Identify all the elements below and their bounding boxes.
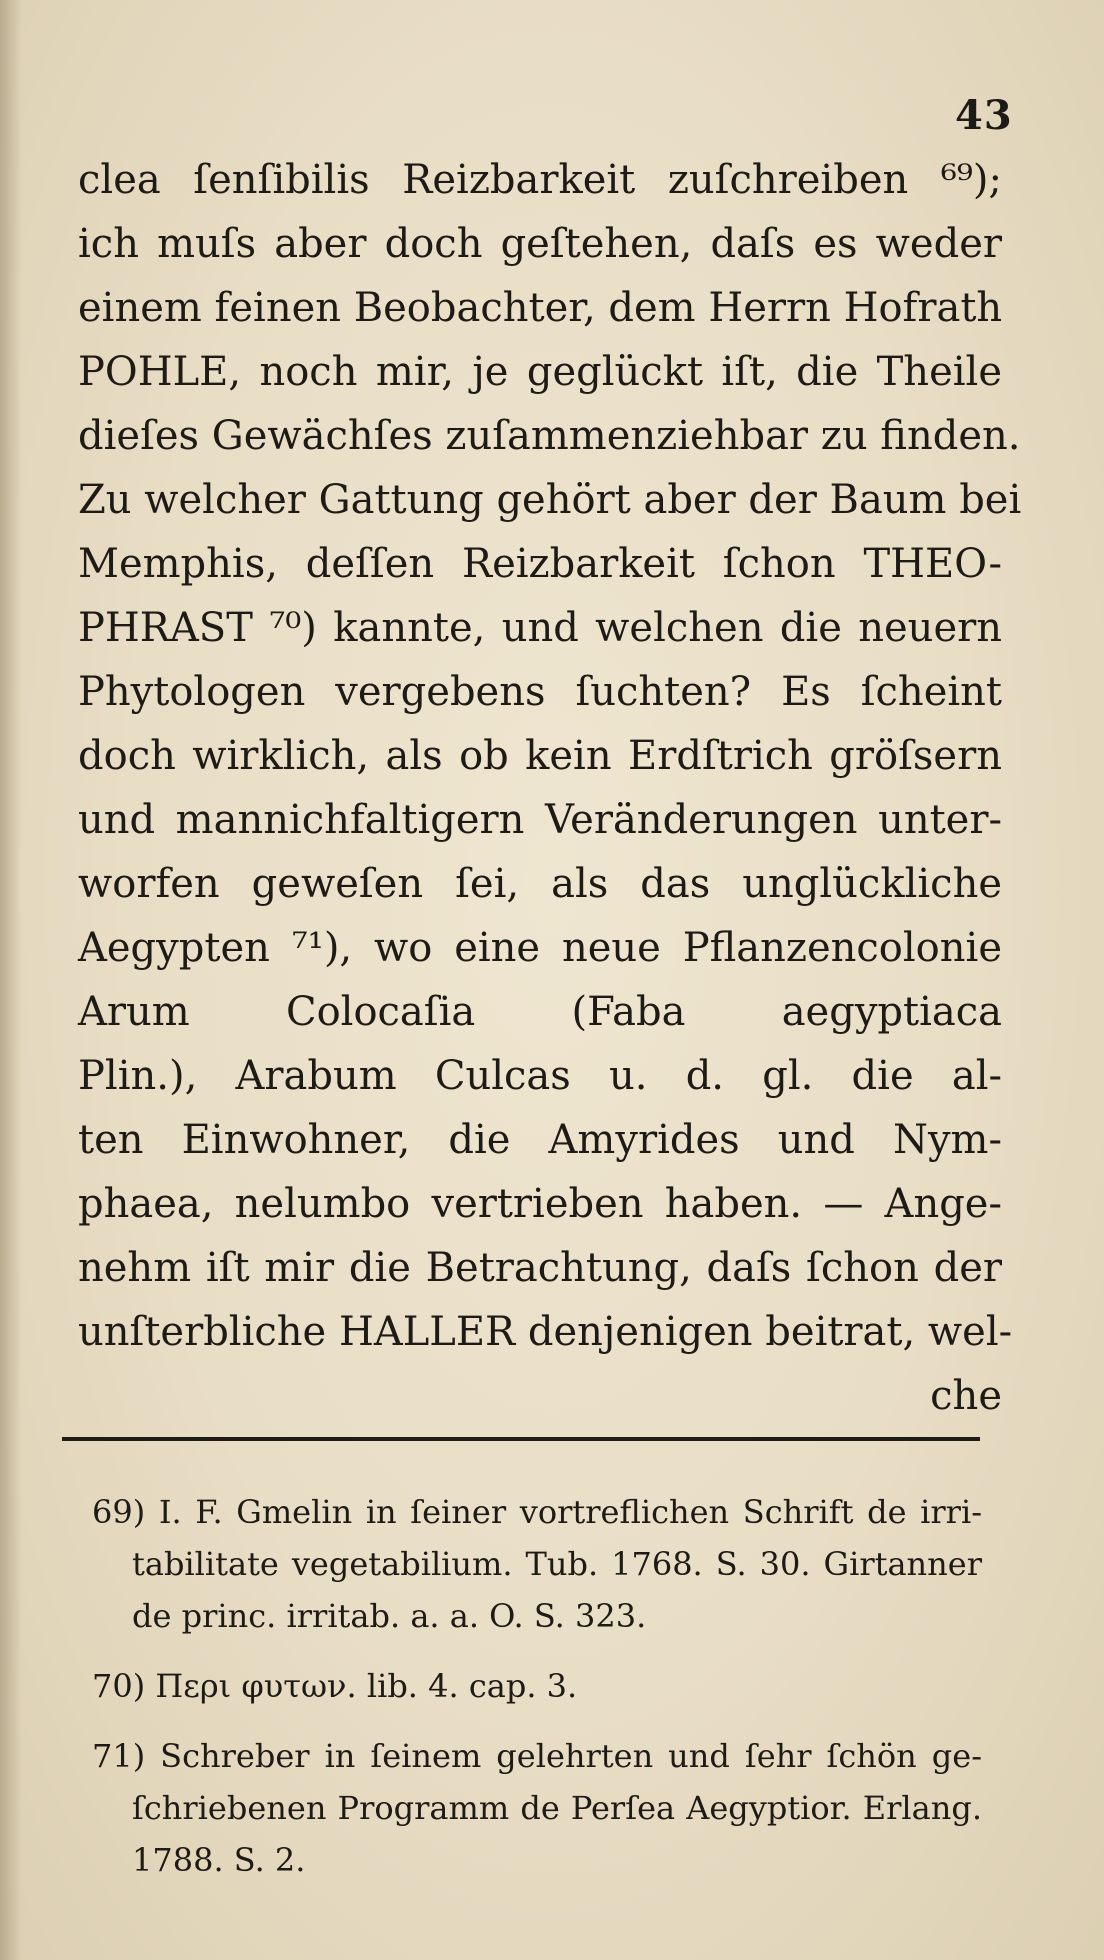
footnote-line: de princ. irritab. a. a. O. S. 323. — [132, 1597, 647, 1635]
body-line: dieſes Gewächſes zuſammenziehbar zu finden. — [78, 413, 1021, 459]
body-line: doch wirklich, als ob kein Erdſtrich gröſsern — [78, 733, 1002, 779]
body-line: nehm iſt mir die Betrachtung, daſs ſchon der — [78, 1245, 1002, 1291]
footnote-70 — [92, 1660, 982, 1712]
body-line: PHRAST ⁷⁰) kannte, und welchen die neuern — [78, 605, 1002, 651]
body-line: worfen geweſen ſei, als das unglückliche — [78, 861, 1002, 907]
body-line: Phytologen vergebens ſuchten? Es ſcheint — [78, 669, 1002, 715]
body-line: Aegypten ⁷¹), wo eine neue Pflanzencolonie — [78, 925, 1002, 971]
body-line: einem feinen Beobachter, dem Herrn Hofrath — [78, 285, 1003, 331]
body-line: unſterbliche HALLER denjenigen beitrat, wel- — [78, 1309, 1013, 1355]
footnote-line: tabilitate vegetabilium. Tub. 1768. S. 30. Girtanner — [132, 1545, 982, 1583]
footnote-71 — [92, 1730, 982, 1886]
body-line-catchword: che — [930, 1373, 1002, 1419]
footnote-line: 71) Schreber in ſeinem gelehrten und ſehr ſchön ge- — [92, 1737, 982, 1775]
body-line: und mannichfaltigern Veränderungen unter- — [78, 797, 1002, 843]
footnote-divider — [62, 1437, 980, 1441]
footnote-line: 69) I. F. Gmelin in ſeiner vortreflichen Schrift de irri- — [92, 1493, 982, 1531]
footnote-line: ſchriebenen Programm de Perſea Aegyptior. Erlang. — [132, 1789, 982, 1827]
body-line: Memphis, deſſen Reizbarkeit ſchon THEO- — [78, 541, 1002, 587]
body-line: POHLE, noch mir, je geglückt iſt, die Theile — [78, 349, 1002, 395]
body-line: Plin.), Arabum Culcas u. d. gl. die al- — [78, 1053, 1002, 1099]
footnote-line: 1788. S. 2. — [132, 1841, 306, 1879]
body-line: ich muſs aber doch geſtehen, daſs es weder — [78, 221, 1002, 267]
page-number: 43 — [955, 92, 1013, 139]
body-line: phaea, nelumbo vertrieben haben. — Ange- — [78, 1181, 1002, 1227]
footnote-69 — [92, 1486, 982, 1642]
body-text — [78, 148, 1022, 1428]
body-line: Zu welcher Gattung gehört aber der Baum bei — [78, 477, 1022, 523]
footnotes — [92, 1486, 982, 1904]
body-line: Arum Colocaſia (Faba aegyptiaca — [78, 989, 1002, 1035]
footnote-line: 70) Περι φυτων. lib. 4. cap. 3. — [92, 1667, 578, 1705]
body-line: ten Einwohner, die Amyrides und Nym- — [78, 1117, 1002, 1163]
body-line: clea ſenſibilis Reizbarkeit zuſchreiben ⁶⁹); — [78, 157, 1002, 203]
